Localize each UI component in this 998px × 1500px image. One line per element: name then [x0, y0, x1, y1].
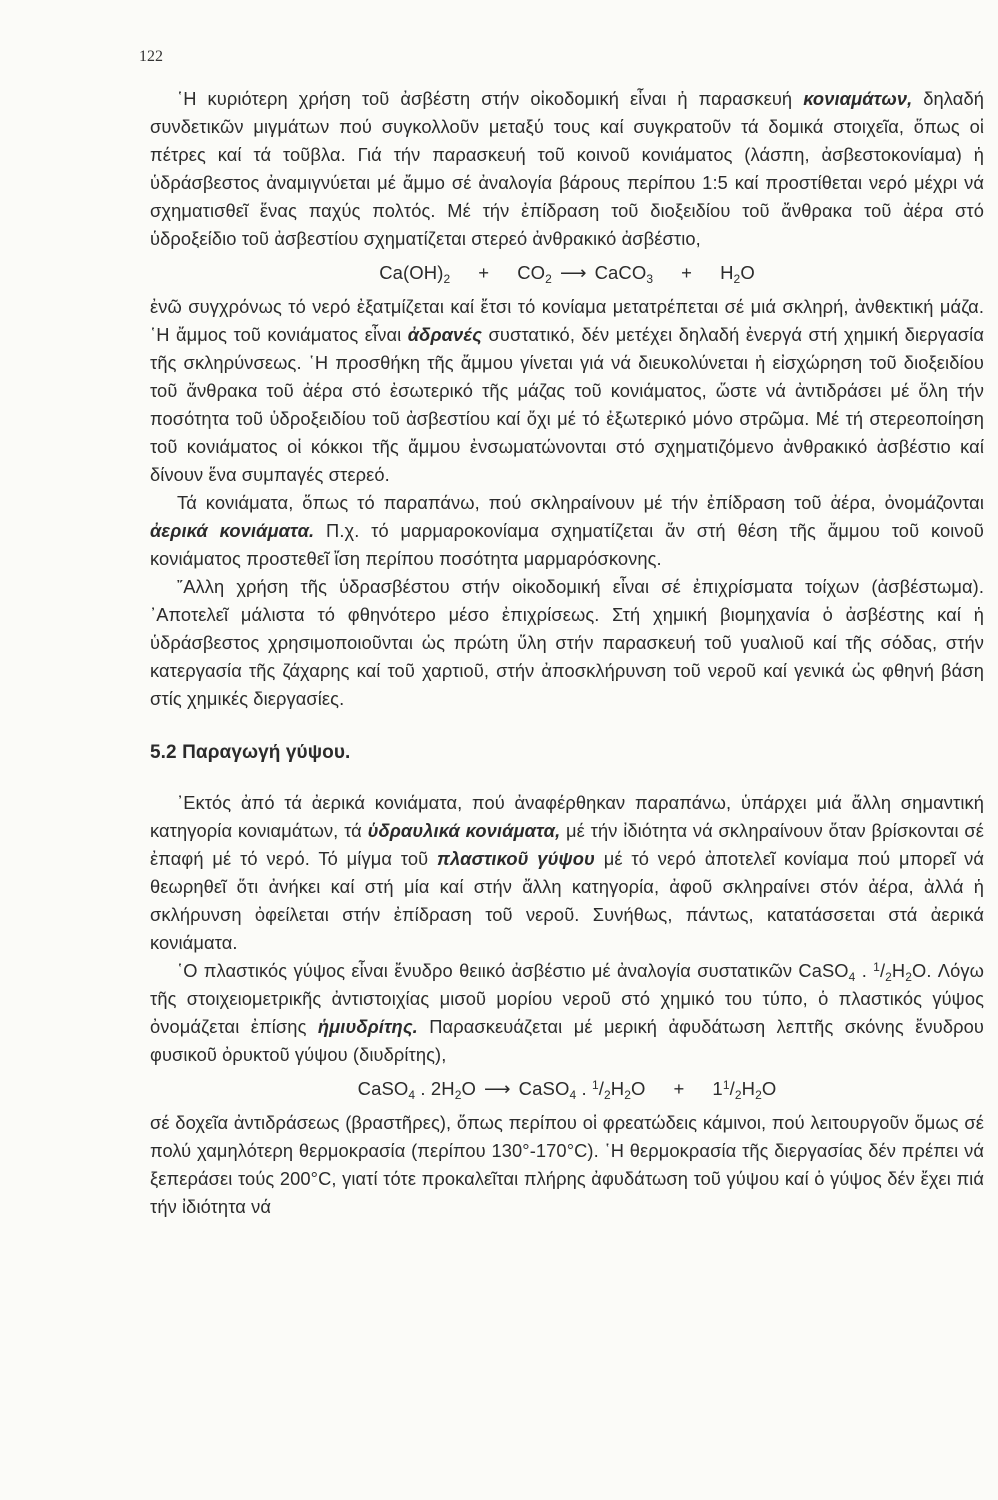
paragraph-other-uses: ῎Αλλη χρήση τῆς ὑδρασβέστου στήν οἰκοδομική εἶναι σέ ἐπιχρίσματα τοίχων (ἀσβέστωμα). ᾿Αποτελεῖ μάλιστα τό φθηνότερο μέσο ἐπιχρίσεως. Στή χημική βιομηχανία ὁ ἀσβέστης καί ἡ ὑδράσβεστος χρησιμοποιοῦνται ὡς πρώτη ὕλη στήν παρασκευή τοῦ γυαλιοῦ καί τῆς σόδας, στήν κατεργασία τῆς ζάχαρης καί τοῦ χαρτιοῦ, στήν ἀποσκλήρυνση τοῦ νεροῦ καί γενικά ὡς φθηνή βάση στίς χημικές διεργασίες.: [150, 576, 984, 709]
paragraph-hardening: ἐνῶ συγχρόνως τό νερό ἐξατμίζεται καί ἔτσι τό κονίαμα μετατρέπεται σέ μιά σκληρή, ἀνθεκτική μάζα. ῾Η ἄμμος τοῦ κονιάματος εἶναι ἀδρανές συστατικό, δέν μετέχει δηλαδή ἐνεργά στή χημική διεργασία τῆς σκληρύνσεως. ῾Η προσθήκη τῆς ἄμμου γίνεται γιά νά διευκολύνεται ἡ εἰσχώρηση τοῦ διοξειδίου τοῦ ἄνθρακα τοῦ ἀέρα στό ἐσωτερικό τῆς μάζας τοῦ κονιάματος, ὥστε νά ἀντιδράσει μέ ὅλη τήν ποσότητα τοῦ ὑδροξειδίου τοῦ ἀσβεστίου καί ὄχι μέ τό ἐξωτερικό μόνο στρῶμα. Μέ τή στερεοποίηση τοῦ κονιάματος οἱ κόκκοι τῆς ἄμμου ἐνσωματώνονται στό σχηματιζόμενο ἀνθρακικό ἀσβέστιο καί δίνουν ἕνα συμπαγές στερεό.: [150, 296, 985, 485]
page-number: 122: [139, 48, 163, 65]
equation-carbonation: $Ca(OH)_2 + CO_2$ ⟶ CaCO$_3$ + $H_2O$: [150, 259, 984, 287]
term-adranes: ἀδρανές: [407, 324, 482, 345]
term-plaster: πλαστικοῦ γύψου: [437, 848, 595, 869]
reaction-arrow-icon: ⟶: [484, 1078, 511, 1099]
term-hydraulic-mortars: ὑδραυλικά κονιάματα,: [367, 820, 561, 841]
section-heading: 5.2 Παραγωγή γύψου.: [150, 742, 351, 763]
term-koniamata: κονιαμάτων,: [803, 88, 913, 109]
term-aerial-mortars: ἀερικά κονιάματα.: [150, 520, 315, 541]
term-hemihydrate: ἡμιυδρίτης.: [317, 1016, 418, 1037]
paragraph-kilns: σέ δοχεῖα ἀντιδράσεως (βραστῆρες), ὅπως περίπου οἱ φρεατώδεις κάμινοι, πού λειτουργοῦν ὅμως σέ πολύ χαμηλότερη θερμοκρασία (περίπου 130°-170°C). ῾Η θερμοκρασία τῆς διεργασίας δέν πρέπει νά ξεπεράσει τούς 200°C, γιατί τότε προκαλεῖται πλήρης ἀφυδάτωση τοῦ γύψου καί ὁ γύψος δέν ἔχει πιά τήν ἰδιότητα νά: [150, 1112, 984, 1217]
reaction-arrow-icon: ⟶: [559, 262, 587, 283]
paragraph-mortar-uses: ῾Η κυριότερη χρήση τοῦ ἀσβέστη στήν οἰκοδομική εἶναι ἡ παρασκευή κονιαμάτων, δηλαδή συνδετικῶν μιγμάτων πού συγκολλοῦν μεταξύ τους καί συγκρατοῦν τά δομικά στοιχεῖα, ὅπως οἱ πέτρες καί τά τοῦβλα. Γιά τήν παρασκευή τοῦ κοινοῦ κονιάματος (λάσπη, ἀσβεστοκονίαμα) ἡ ὑδράσβεστος ἀναμιγνύεται μέ ἄμμο σέ ἀναλογία βάρους περίπου 1:5 καί προστίθεται νερό μέχρι νά σχηματισθεῖ ἕνας παχύς πολτός. Μέ τήν ἐπίδραση τοῦ διοξειδίου τοῦ ἄνθρακα τοῦ ἀέρα στό ὑδροξείδιο τοῦ ἀσβεστίου σχηματίζεται στερεό ἀνθρακικό ἀσβέστιο,: [150, 88, 984, 249]
paragraph-aerial-mortars: Τά κονιάματα, ὅπως τό παραπάνω, πού σκληραίνουν μέ τήν ἐπίδραση τοῦ ἀέρα, ὀνομάζονται ἀερικά κονιάματα. Π.χ. τό μαρμαροκονίαμα σχηματίζεται ἄν στή θέση τῆς ἄμμου τοῦ κοινοῦ κονιάματος προστεθεῖ ἴση περίπου ποσότητα μαρμαρόσκονης.: [150, 492, 984, 569]
page-body: [150, 85, 984, 1221]
paragraph-hydraulic-mortars: ᾿Εκτός ἀπό τά ἀερικά κονιάματα, πού ἀναφέρθηκαν παραπάνω, ὑπάρχει μιά ἄλλη σημαντική κατηγορία κονιαμάτων, τά ὑδραυλικά κονιάματα, μέ τήν ἰδιότητα νά σκληραίνουν ὅταν βρίσκονται σέ ἐπαφή μέ τό νερό. Τό μίγμα τοῦ πλαστικοῦ γύψου μέ τό νερό ἀποτελεῖ κονίαμα πού μπορεῖ νά θεωρηθεῖ ὅτι ἀνήκει καί στή μία καί στήν ἄλλη κατηγορία, ἀφοῦ σκληραίνει στόν ἀέρα, ἀλλά ἡ σκλήρυνση ὀφείλεται στήν ἐπίδραση τοῦ νεροῦ. Συνήθως, πάντως, κατατάσσεται στά ἀερικά κονιάματα.: [150, 792, 985, 953]
equation-dehydration: CaSO$_4$ . $2H_2O$ ⟶ CaSO$_4$ . $^1/_2H_2O + 1^1/_2H_2O$: [150, 1075, 984, 1103]
paragraph-plaster: ῾Ο πλαστικός γύψος εἶναι ἔνυδρο θειικό ἀσβέστιο μέ ἀναλογία συστατικῶν CaSO$_4$ . $^1/_2H_2O$. Λόγω τῆς στοιχειομετρικῆς ἀντιστοιχίας μισοῦ μορίου νεροῦ στό χημικό του τύπο, ὁ πλαστικός γύψος ὀνομάζεται ἐπίσης ἡμιυδρίτης. Παρασκευάζεται μέ μερική ἀφυδάτωση λεπτῆς σκόνης ἔνυδρου φυσικοῦ ὀρυκτοῦ γύψου (διυδρίτης),: [150, 960, 984, 1065]
